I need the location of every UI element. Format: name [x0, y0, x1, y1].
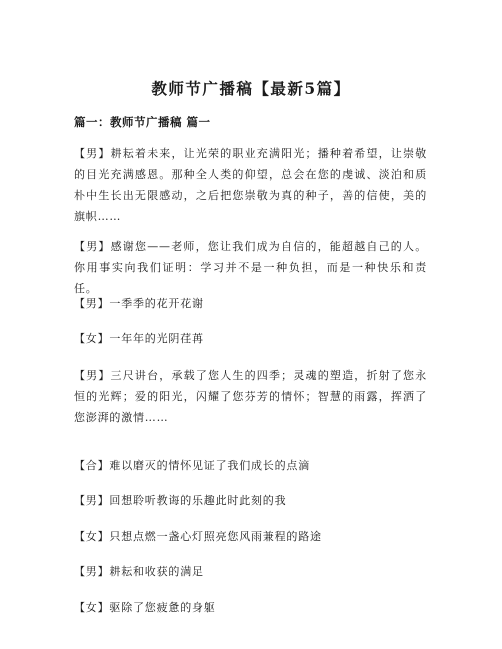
- paragraph-10: 【女】驱除了您疲惫的身躯: [74, 601, 216, 614]
- paragraph-5: 【男】三尺讲台，承载了您人生的四季；灵魂的塑造，折射了您永恒的光辉；爱的阳光，闪耀了您芬芳的情怀；智慧的雨露，挥洒了您澎湃的激情……: [74, 369, 427, 424]
- paragraph-2: 【男】感谢您——老师，您让我们成为自信的，能超越自己的人。你用事实向我们证明：学习并不是一种负担，而是一种快乐和责任。: [74, 240, 427, 295]
- paragraph-9: 【男】耕耘和收获的满足: [74, 565, 204, 578]
- paragraph-4: 【女】一年年的光阴荏苒: [74, 332, 204, 345]
- paragraph-7: 【男】回想聆听教诲的乐趣此时此刻的我: [74, 494, 287, 507]
- paragraph-6: 【合】难以磨灭的情怀见证了我们成长的点滴: [74, 459, 310, 472]
- section-heading: 篇一：教师节广播稿 篇一: [74, 115, 211, 129]
- paragraph-8: 【女】只想点燃一盏心灯照亮您风雨兼程的路途: [74, 530, 322, 543]
- document-title: 教师节广播稿【最新5篇】: [151, 79, 351, 98]
- paragraph-1: 【男】耕耘着未来，让光荣的职业充满阳光；播种着希望，让崇敬的目光充满感恩。那种全人类的仰望，总会在您的虔诚、淡泊和质朴中生长出无限感动，之后把您崇敬为真的种子，善的信使，美的旗帜……: [74, 147, 427, 223]
- paragraph-3: 【男】一季季的花开花谢: [74, 297, 204, 310]
